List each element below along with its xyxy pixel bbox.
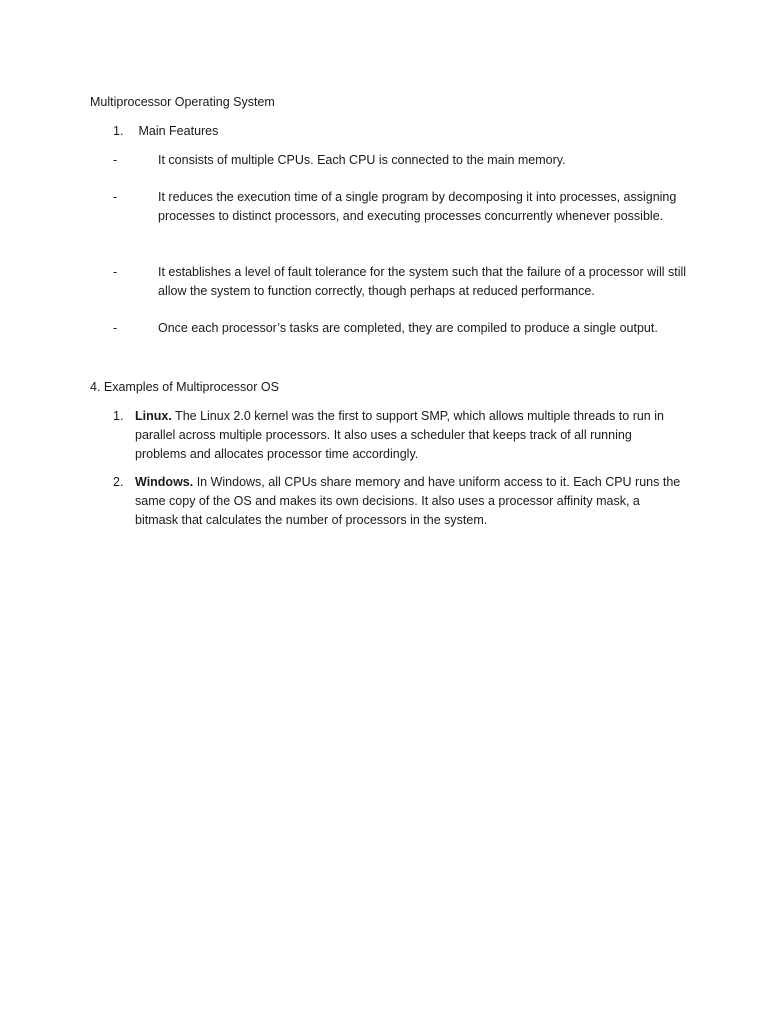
- example-windows: [135, 473, 685, 530]
- bullet-text: It consists of multiple CPUs. Each CPU is connected to the main memory.: [158, 153, 566, 167]
- bullet-marker: -: [113, 265, 118, 279]
- example-description: The Linux 2.0 kernel was the first to support SMP, which allows multiple threads to run in parallel across multiple processors. It also uses a scheduler that keeps track of all running problems and allocates processor time accordingly.: [135, 409, 664, 461]
- example-name: Windows.: [135, 475, 194, 489]
- section-heading: Main Features: [138, 124, 219, 138]
- section-examples-heading: 4. Examples of Multiprocessor OS: [90, 380, 279, 394]
- section-number: 1.: [113, 124, 124, 138]
- example-number: 1.: [113, 409, 124, 423]
- example-linux: [135, 407, 685, 464]
- bullet-text: It establishes a level of fault tolerance for the system such that the failure of a processor will still allow the system to function correctly, though perhaps at reduced performance.: [158, 265, 687, 298]
- bullet-marker: -: [113, 153, 118, 167]
- bullet-text: It reduces the execution time of a single program by decomposing it into processes, assigning processes to distinct processors, and executing processes concurrently whenever possible.: [158, 190, 677, 223]
- example-number: 2.: [113, 475, 124, 489]
- bullet-marker: -: [113, 321, 118, 335]
- bullet-marker: -: [113, 190, 118, 204]
- bullet-text: Once each processor’s tasks are completed, they are compiled to produce a single output.: [158, 321, 658, 335]
- example-description: In Windows, all CPUs share memory and have uniform access to it. Each CPU runs the same copy of the OS and makes its own decisions. It also uses a processor affinity mask, a bitmask that calculates the number of processors in the system.: [135, 475, 681, 527]
- example-name: Linux.: [135, 409, 172, 423]
- section-main-features-heading: [113, 122, 218, 141]
- document-title: Multiprocessor Operating System: [90, 95, 275, 109]
